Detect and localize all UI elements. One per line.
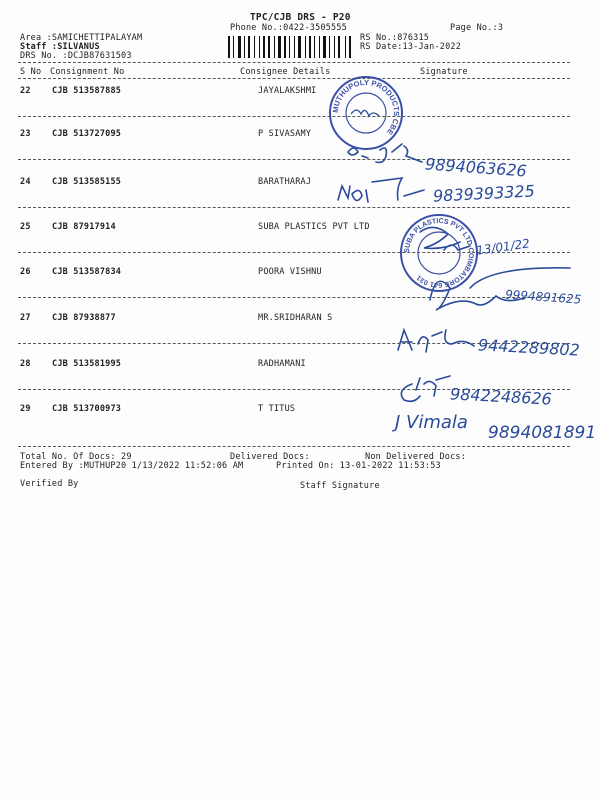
svg-text:MUTHUPOLY PRODUCTS CBE: MUTHUPOLY PRODUCTS CBE [330,77,402,137]
row-sno: 23 [20,129,31,139]
row-consignee: JAYALAKSHMI [258,86,317,96]
row-sno: 24 [20,177,31,187]
drs-number: DRS No. :DCJB87631503 [20,51,132,61]
handwritten-phone-28: 9842248626 [449,384,553,409]
handwritten-name-29: J Vimala [395,412,468,433]
rs-number: RS No.:876315 [360,33,430,43]
rs-date: RS Date:13-Jan-2022 [360,42,462,52]
row-sno: 28 [20,359,31,369]
signature-27 [398,330,474,352]
delivered-docs: Delivered Docs: [230,452,310,462]
document-title: TPC/CJB DRS - P20 [250,12,351,23]
row-sno: 26 [20,267,31,277]
staff-label: Staff :SILVANUS [20,42,100,52]
row-consignee: RADHAMANI [258,359,306,369]
row-sno: 27 [20,313,31,323]
row-consignee: POORA VISHNU [258,267,322,277]
footer-divider [18,446,570,447]
verified-by: Verified By [20,479,79,489]
total-docs: Total No. Of Docs: 29 [20,452,132,462]
handwritten-date-25: 13/01/22 [475,236,531,258]
handwritten-phone-27: 9442289802 [477,335,581,360]
row-consignment: CJB 513587834 [52,267,122,277]
company-stamp-suba [398,212,480,294]
row-consignee: P SIVASAMY [258,129,312,139]
signature-28 [401,376,450,401]
col-consignee: Consignee Details [240,67,331,77]
row-consignment: CJB 513727095 [52,129,122,139]
entered-by: Entered By :MUTHUP20 1/13/2022 11:52:06 AM [20,461,244,471]
phone-number: Phone No.:0422-3505555 [230,23,347,33]
row-consignee: SUBA PLASTICS PVT LTD [258,222,370,232]
handwritten-phone-29: 9894081891 [488,423,597,443]
row-consignment: CJB 513581995 [52,359,122,369]
row-sno: 29 [20,404,31,414]
handwritten-phone-24: 9839393325 [432,181,536,206]
page-number: Page No.:3 [450,23,504,33]
handwritten-phone-26: 9994891625 [504,287,582,307]
row-consignee: BARATHARAJ [258,177,312,187]
col-signature: Signature [420,67,468,77]
col-sno: S No [20,67,42,77]
row-sno: 22 [20,86,31,96]
row-consignment: CJB 513585155 [52,177,122,187]
signature-24 [338,178,424,202]
company-stamp-muthupoly [327,74,405,152]
row-consignment: CJB 87917914 [52,222,116,232]
row-consignment: CJB 87938877 [52,313,116,323]
printed-on: Printed On: 13-01-2022 11:53:53 [276,461,441,471]
row-sno: 25 [20,222,31,232]
row-consignment: CJB 513587885 [52,86,122,96]
staff-signature: Staff Signature [300,481,380,491]
svg-text:SUBA PLASTICS PVT LTD COIMBATO: SUBA PLASTICS PVT LTD COIMBATORE 641 031 [403,217,475,289]
row-consignee: MR.SRIDHARAN S [258,313,333,323]
row-consignment: CJB 513700973 [52,404,122,414]
non-delivered-docs: Non Delivered Docs: [365,452,467,462]
row-consignee: T TITUS [258,404,296,414]
area-label: Area :SAMICHETTIPALAYAM [20,33,143,43]
col-consignment: Consignment No [50,67,125,77]
handwritten-phone-23: 9894063626 [424,154,528,181]
